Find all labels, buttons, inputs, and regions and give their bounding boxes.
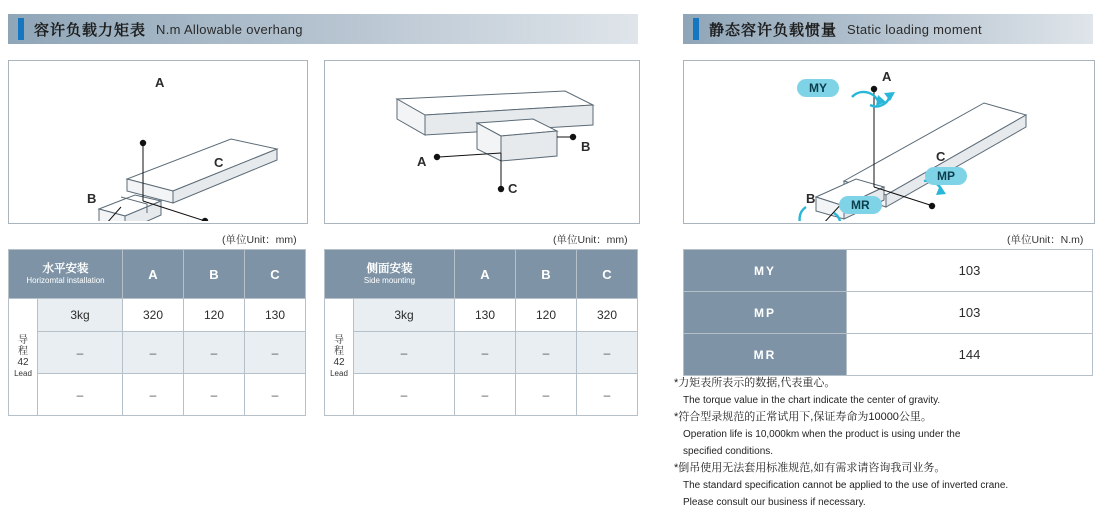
table-title-cn: 侧面安装 — [366, 263, 413, 275]
table-row — [684, 250, 1093, 292]
cell-c: – — [577, 332, 638, 374]
row-load: – — [354, 332, 455, 374]
row-load: – — [38, 374, 123, 416]
note-1-cn: *力矩表所表示的数据,代表重心。 — [674, 377, 836, 389]
table-row — [684, 292, 1093, 334]
label-c: C — [508, 181, 518, 196]
unit-note-horizontal: (单位Unit：mm) — [222, 234, 297, 246]
cell-a: – — [123, 374, 184, 416]
column-header-b: B — [184, 250, 245, 299]
note-2-en-1: Operation life is 10,000km when the product is using under the — [683, 429, 961, 440]
table-row — [325, 299, 638, 332]
row-value-mp: 103 — [847, 292, 1093, 334]
label-a: A — [155, 75, 165, 90]
section-title-en: Static loading moment — [847, 21, 982, 37]
label-a: A — [882, 69, 892, 84]
cell-c: – — [245, 374, 306, 416]
badge-mr: MR — [839, 196, 882, 214]
row-label-mr: MR — [684, 334, 847, 376]
row-load: 3kg — [38, 299, 123, 332]
table-row — [9, 299, 306, 332]
lead-label-cell — [9, 299, 38, 416]
section-title-cn: 容许负载力矩表 — [34, 21, 147, 39]
note-2-cn: *符合型录规范的正常试用下,保证寿命为10000公里。 — [674, 411, 932, 423]
cell-a: – — [123, 332, 184, 374]
column-header-a: A — [455, 250, 516, 299]
table-title-en: Horizomtal installation — [26, 276, 105, 285]
table-title-en: Side mounting — [363, 276, 416, 285]
cell-a: 130 — [455, 299, 516, 332]
column-header-c: C — [245, 250, 306, 299]
column-header-a: A — [123, 250, 184, 299]
cell-b: – — [184, 332, 245, 374]
cell-b: – — [516, 374, 577, 416]
row-label-my: MY — [684, 250, 847, 292]
cell-c: 130 — [245, 299, 306, 332]
cell-c: – — [577, 374, 638, 416]
cell-b: – — [516, 332, 577, 374]
table-horizontal-installation — [8, 249, 306, 416]
unit-note-static: (单位Unit：N.m) — [1007, 234, 1084, 246]
cell-a: – — [455, 332, 516, 374]
label-b: B — [87, 191, 97, 206]
lead-line-3: 42 — [17, 357, 29, 368]
figure-side-mounting — [324, 60, 640, 224]
label-b: B — [806, 191, 816, 206]
lead-line-1: 导 — [18, 335, 28, 346]
lead-label-cell — [325, 299, 354, 416]
cell-b: – — [184, 374, 245, 416]
table-row — [684, 334, 1093, 376]
table-title-cell — [325, 250, 455, 299]
row-load: – — [354, 374, 455, 416]
diagram-moment-rail — [684, 61, 1092, 221]
label-c: C — [936, 149, 946, 164]
row-value-mr: 144 — [847, 334, 1093, 376]
table-row — [325, 374, 638, 416]
row-value-my: 103 — [847, 250, 1093, 292]
cell-b: 120 — [184, 299, 245, 332]
lead-line-3: 42 — [333, 357, 345, 368]
note-3-cn: *倒吊使用无法套用标准规范,如有需求请咨询我司业务。 — [674, 462, 946, 474]
cell-c: – — [245, 332, 306, 374]
header-accent-bar — [18, 18, 24, 40]
lead-line-4: Lead — [330, 369, 348, 378]
row-load: 3kg — [354, 299, 455, 332]
table-side-mounting — [324, 249, 638, 416]
table-row — [9, 332, 306, 374]
notes-block — [674, 376, 1094, 512]
table-title-cell — [9, 250, 123, 299]
label-a: A — [417, 154, 427, 169]
row-label-mp: MP — [684, 292, 847, 334]
section-title-en: N.m Allowable overhang — [156, 21, 303, 37]
table-row — [9, 374, 306, 416]
table-static-loading-moment — [683, 249, 1093, 376]
lead-line-4: Lead — [14, 369, 32, 378]
section-title-cn: 静态容许负载惯量 — [709, 21, 838, 39]
lead-line-2: 程 — [18, 346, 28, 357]
label-c: C — [214, 155, 224, 170]
table-header-row — [9, 250, 306, 299]
note-1-en-1: The torque value in the chart indicate the center of gravity. — [683, 395, 941, 406]
lead-line-1: 导 — [334, 335, 344, 346]
cell-a: 320 — [123, 299, 184, 332]
table-title-cn: 水平安装 — [42, 263, 89, 275]
column-header-b: B — [516, 250, 577, 299]
figure-horizontal-installation — [8, 60, 308, 224]
label-b: B — [581, 139, 591, 154]
note-3-en-1: The standard specification cannot be applied to the use of inverted crane. — [683, 480, 1009, 491]
note-3-en-2: Please consult our business if necessary. — [683, 497, 866, 508]
cell-c: 320 — [577, 299, 638, 332]
note-2-en-2: specified conditions. — [683, 446, 774, 457]
section-header-static-loading-moment — [683, 14, 1093, 44]
cell-a: – — [455, 374, 516, 416]
badge-mp: MP — [925, 167, 967, 185]
row-load: – — [38, 332, 123, 374]
badge-my: MY — [797, 79, 839, 97]
lead-line-2: 程 — [334, 346, 344, 357]
section-header-allowable-overhang — [8, 14, 638, 44]
unit-note-side: (单位Unit：mm) — [553, 234, 628, 246]
header-accent-bar — [693, 18, 699, 40]
table-row — [325, 332, 638, 374]
cell-b: 120 — [516, 299, 577, 332]
table-header-row — [325, 250, 638, 299]
column-header-c: C — [577, 250, 638, 299]
figure-static-loading-moment — [683, 60, 1095, 224]
